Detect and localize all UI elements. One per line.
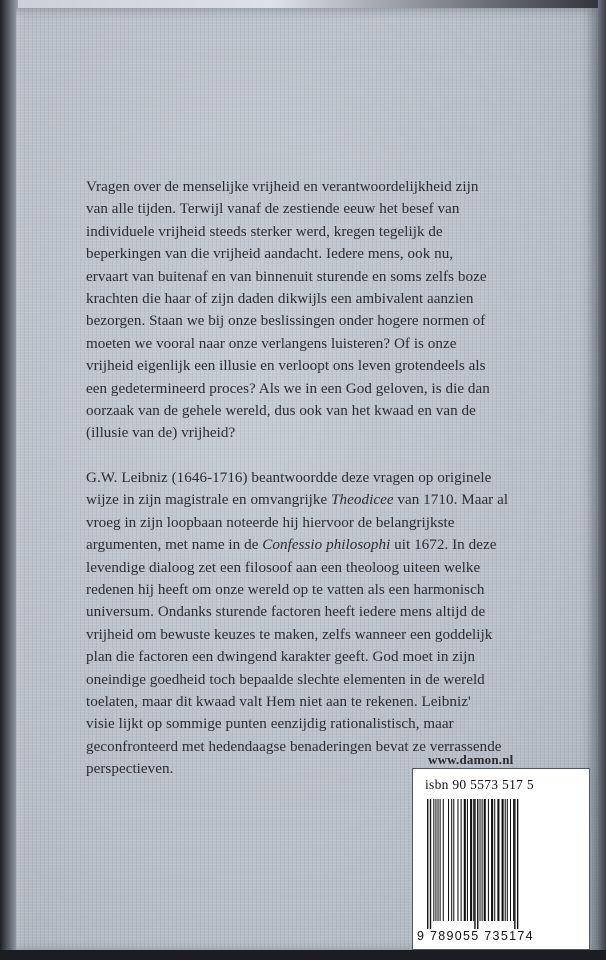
blurb-line: levendige dialoog zet een filosoof aan een theoloog uiteen welke <box>86 559 481 576</box>
text-run: wijze in zijn magistrale en omvangrijke <box>86 492 332 509</box>
blurb-line <box>86 534 526 556</box>
blurb-line <box>86 489 526 511</box>
text-run: uit 1672. In deze <box>390 537 497 554</box>
cover-blurb <box>86 176 526 781</box>
barcode-label <box>412 768 590 950</box>
blurb-line: beperkingen van die vrijheid aandacht. Iedere mens, ook nu, <box>86 246 454 263</box>
blurb-line: een gedetermineerd proces? Als we in een God geloven, is die dan <box>86 380 490 397</box>
blurb-line: universum. Ondanks sturende factoren heeft iedere mens altijd de <box>86 604 486 621</box>
barcode-bars <box>425 799 577 929</box>
blurb-line: vrijheid eigenlijk een illusie en verloopt ons leven grotendeels als <box>86 358 486 375</box>
blurb-line: bezorgen. Staan we bij onze beslissingen onder hogere normen of <box>86 313 486 330</box>
page-edge <box>598 0 606 960</box>
blurb-line: individuele vrijheid steeds sterker werd, kregen tegelijk de <box>86 223 443 240</box>
blurb-line: van alle tijden. Terwijl vanaf de zestiende eeuw het besef van <box>86 201 460 218</box>
bottom-edge <box>0 950 606 960</box>
book-title-confessio: Confessio philosophi <box>262 537 391 554</box>
book-title-theodicee: Theodicee <box>331 492 394 509</box>
blurb-line: oneindige goedheid toch bepaalde slechte elementen in de wereld <box>86 671 485 688</box>
blurb-line: geconfronteerd met hedendaagse benaderingen bevat ze verrassende <box>86 738 502 755</box>
blurb-line: G.W. Leibniz (1646-1716) beantwoordde deze vragen op originele <box>86 469 492 486</box>
blurb-line: perspectieven. <box>86 761 174 778</box>
blurb-line: krachten die haar of zijn daden dikwijls een ambivalent aanzien <box>86 291 474 308</box>
blurb-line: visie lijkt op sommige punten eenzijdig rationalistisch, maar <box>86 716 454 733</box>
blurb-line: toelaten, maar dit kwaad valt Hem niet aan te rekenen. Leibniz' <box>86 693 471 710</box>
text-run: argumenten, met name in de <box>86 537 263 554</box>
blurb-line: vroeg in zijn loopbaan noteerde hij hiervoor de belangrijkste <box>86 514 455 531</box>
text-run: van 1710. Maar al <box>393 492 509 509</box>
blurb-line: redenen hij heeft om onze wereld op te vatten als een harmonisch <box>86 581 485 598</box>
blurb-line: (illusie van de) vrijheid? <box>86 425 236 442</box>
blurb-line: plan die factoren een dwingend karakter geeft. God moet in zijn <box>86 649 476 666</box>
publisher-website: www.damon.nl <box>428 752 514 767</box>
blurb-line: vrijheid om bewuste keuzes te maken, zelfs wanneer een goddelijk <box>86 626 493 643</box>
blurb-line: moeten we vooral naar onze verlangens luisteren? Of is onze <box>86 335 457 352</box>
barcode-digits: 9 789055 735174 <box>417 929 534 943</box>
isbn-number: isbn 90 5573 517 5 <box>425 777 534 792</box>
paragraph-gap <box>86 445 526 467</box>
blurb-line: ervaart van buitenaf en van binnenuit sturende en soms zelfs boze <box>86 268 487 285</box>
blurb-line: Vragen over de menselijke vrijheid en verantwoordelijkheid zijn <box>86 179 479 195</box>
blurb-line: oorzaak van de gehele wereld, dus ook van het kwaad en van de <box>86 403 476 420</box>
